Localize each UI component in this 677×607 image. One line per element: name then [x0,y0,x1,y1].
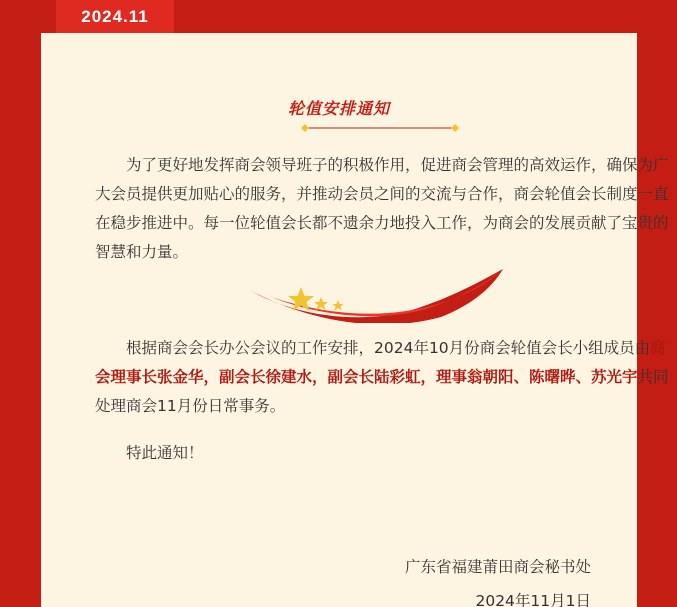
notice-title: 轮值安排通知 [287,99,390,118]
notice-paper [41,33,669,607]
star-icon [333,300,344,311]
paragraph-intro: 为了更好地发挥商会领导班子的积极作用，促进商会管理的高效运作，确保为广大会员提供更加贴心的服务，并推动会员之间的交流与合作，商会轮值会长制度一直在稳步推进中。每一位轮值会长都不遗余力地投入工作，为商会的发展贡献了宝贵的智慧和力量。 [95,156,669,261]
paragraph-schedule [95,334,669,421]
diamond-icon [301,124,309,132]
star-icon [288,287,314,311]
star-ribbon-decoration [241,267,511,323]
closing-text: 特此通知！ [126,444,204,462]
rotating-members: 商会理事长张金华，副会长徐建水，副会长陆彩虹，理事翁朝阳、陈曙晔、苏光宇 [95,339,666,386]
diamond-icon [451,124,459,132]
title-divider [297,123,463,133]
signature-date: 2024年11月1日 [475,592,591,607]
date-tab: 2024.11 [56,0,174,33]
schedule-suffix: 共同处理商会11月份日常事务。 [95,368,669,415]
star-icon [314,297,328,310]
schedule-prefix: 根据商会会长办公会议的工作安排，2024年10月份商会轮值会长小组成员由 [126,339,651,357]
signature-org: 广东省福建莆田商会秘书处 [404,558,591,576]
